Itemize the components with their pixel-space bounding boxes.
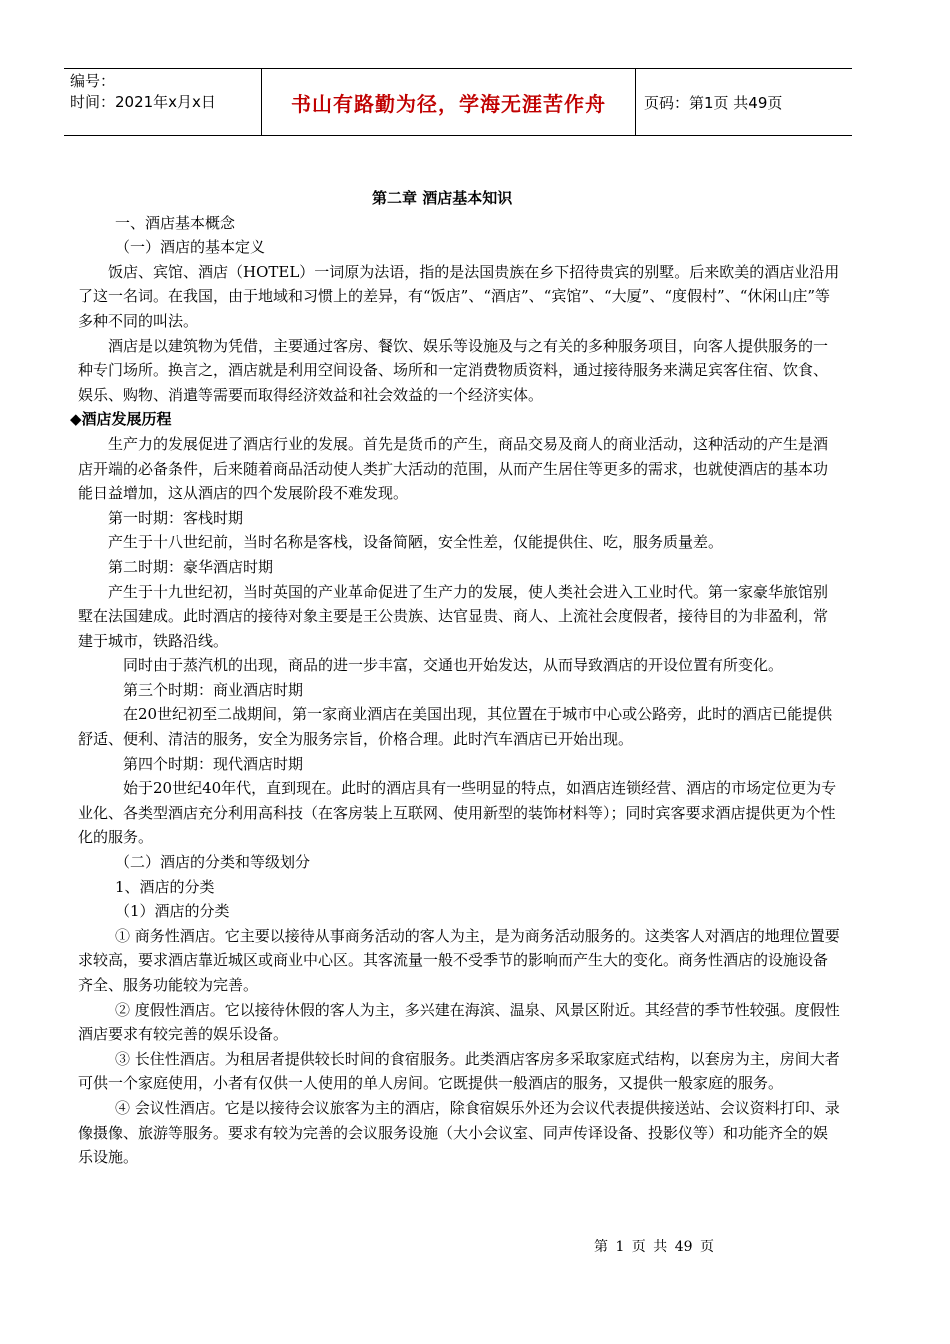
paragraph: 产生于十九世纪初，当时英国的产业革命促进了生产力的发展，使人类社会进入工业时代。第一家豪华旅馆别墅在法国建成。此时酒店的接待对象主要是王公贵族、达官显贵、商人、上流社会度假者，接待目的为非盈利，常建于城市，铁路沿线。 xyxy=(78,582,829,650)
header-meta xyxy=(64,69,262,135)
list-item: ④ 会议性酒店。它是以接待会议旅客为主的酒店，除食宿娱乐外还为会议代表提供接送站、会议资料打印、录像摄像、旅游等服务。要求有较为完善的会议服务设施（大小会议室、同声传译设备、投影仪等）和功能齐全的娱乐设施。 xyxy=(78,1098,840,1167)
time-label: 时间：2021年x月x日 xyxy=(70,93,216,111)
paragraph: 酒店是以建筑物为凭借，主要通过客房、餐饮、娱乐等设施及与之有关的多种服务项目，向客人提供服务的一种专门场所。换言之，酒店就是利用空间设备、场所和一定消费物质资料，通过接待服务来满足宾客住宿、饮食、娱乐、购物、消遣等需要而取得经济效益和社会效益的一个经济实体。 xyxy=(78,336,829,404)
period-heading: 第三个时期：商业酒店时期 xyxy=(123,680,304,699)
chapter-title: 第二章 酒店基本知识 xyxy=(372,189,513,207)
document-header xyxy=(64,68,852,136)
list-heading: 1、酒店的分类 xyxy=(115,877,215,896)
page-footer: 第 1 页 共 49 页 xyxy=(594,1239,714,1255)
period-heading: 第二时期：豪华酒店时期 xyxy=(108,557,274,576)
number-label: 编号： xyxy=(70,72,116,90)
section-heading: 一、酒店基本概念 xyxy=(115,213,236,232)
subsection-heading: （二）酒店的分类和等级划分 xyxy=(115,853,311,872)
list-item: ② 度假性酒店。它以接待休假的客人为主，多兴建在海滨、温泉、风景区附近。其经营的季节性较强。度假性酒店要求有较完善的娱乐设备。 xyxy=(78,1000,840,1044)
list-item: ③ 长住性酒店。为租居者提供较长时间的食宿服务。此类酒店客房多采取家庭式结构，以套房为主，房间大者可供一个家庭使用，小者有仅供一人使用的单人房间。它既提供一般酒店的服务，又提供一般家庭的服务。 xyxy=(78,1049,840,1093)
subsection-heading: （一）酒店的基本定义 xyxy=(115,238,266,257)
header-motto: 书山有路勤为径，学海无涯苦作舟 xyxy=(262,69,636,135)
paragraph: 同时由于蒸汽机的出现，商品的进一步丰富，交通也开始发达，从而导致酒店的开设位置有所变化。 xyxy=(123,656,784,675)
paragraph: 生产力的发展促进了酒店行业的发展。首先是货币的产生，商品交易及商人的商业活动，这种活动的产生是酒店开端的必备条件，后来随着商品活动使人类扩大活动的范围，从而产生居住等更多的需求，也就使酒店的基本功能日益增加，这从酒店的四个发展阶段不难发现。 xyxy=(78,434,829,503)
section-heading-bold: ◆酒店发展历程 xyxy=(70,410,172,429)
paragraph: 在20世纪初至二战期间，第一家商业酒店在美国出现，其位置在于城市中心或公路旁，此时的酒店已能提供舒适、便利、清洁的服务，安全为服务宗旨，价格合理。此时汽车酒店已开始出现。 xyxy=(78,705,833,749)
paragraph: 始于20世纪40年代，直到现在。此时的酒店具有一些明显的特点，如酒店连锁经营、酒店的市场定位更为专业化、各类型酒店充分利用高科技（在客房装上互联网、使用新型的装饰材料等）；同时宾客要求酒店提供更为个性化的服务。 xyxy=(78,779,837,847)
paragraph: 产生于十八世纪前，当时名称是客栈，设备简陋，安全性差，仅能提供住、吃，服务质量差。 xyxy=(108,533,724,552)
period-heading: 第一时期：客栈时期 xyxy=(108,508,244,527)
paragraph: 饭店、宾馆、酒店（HOTEL）一词原为法语，指的是法国贵族在乡下招待贵宾的别墅。后来欧美的酒店业沿用了这一名词。在我国，由于地域和习惯上的差异，有“饭店”、“酒店”、“宾馆”、“大厦”、“度假村”、“休闲山庄”等多种不同的叫法。 xyxy=(78,262,840,330)
header-page-info: 页码：第1页 共49页 xyxy=(644,93,783,112)
document-body xyxy=(70,186,840,1170)
list-item: ① 商务性酒店。它主要以接待从事商务活动的客人为主，是为商务活动服务的。这类客人对酒店的地理位置要求较高，要求酒店靠近城区或商业中心区。其客流量一般不受季节的影响而产生大的变化。商务性酒店的设施设备齐全、服务功能较为完善。 xyxy=(78,926,840,994)
list-heading: （1）酒店的分类 xyxy=(115,902,230,921)
period-heading: 第四个时期：现代酒店时期 xyxy=(123,754,304,773)
